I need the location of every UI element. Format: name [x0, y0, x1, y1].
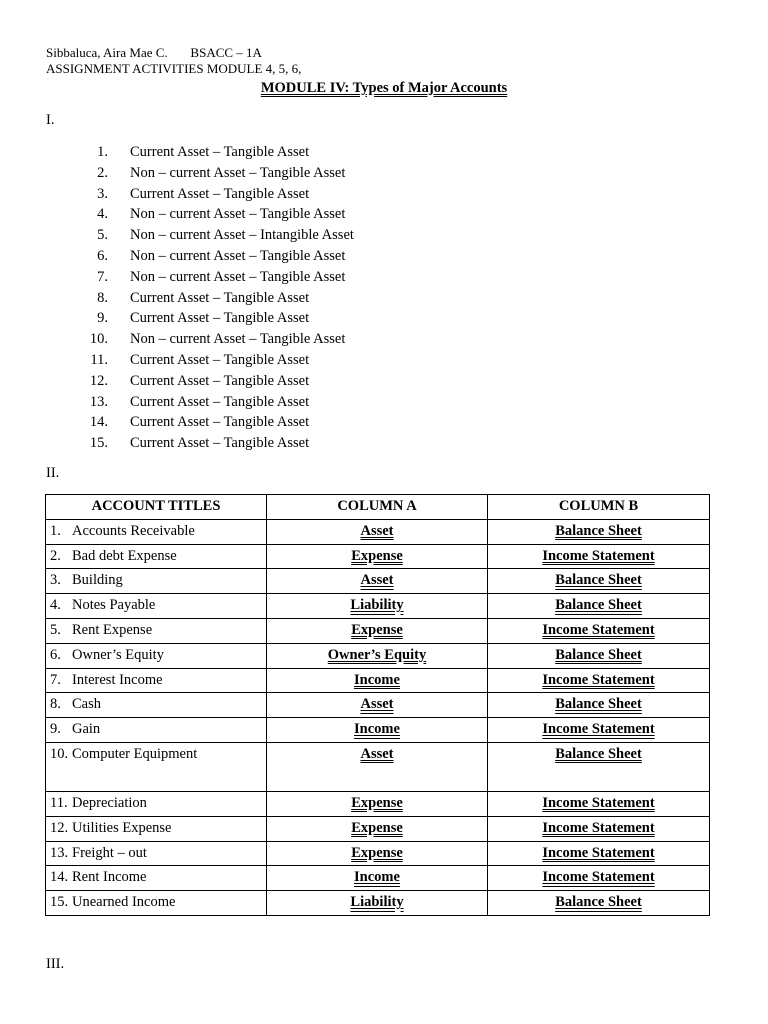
item-answer: Current Asset – Tangible Asset	[130, 185, 310, 202]
column-a-cell	[267, 866, 488, 891]
item-answer: Current Asset – Tangible Asset	[130, 351, 310, 368]
row-number: 4.	[50, 597, 61, 614]
account-title-cell	[46, 693, 267, 718]
item-answer: Non – current Asset – Tangible Asset	[130, 247, 346, 264]
account-type: Liability	[350, 597, 404, 614]
column-a-cell	[267, 693, 488, 718]
row-number: 12.	[50, 819, 69, 836]
item-answer: Non – current Asset – Tangible Asset	[130, 164, 346, 181]
financial-statement: Income Statement	[542, 819, 655, 836]
table-row	[46, 544, 710, 569]
item-number: 13.	[89, 393, 108, 410]
account-title-cell	[46, 718, 267, 743]
accounts-table	[45, 494, 710, 916]
table-row	[46, 891, 710, 916]
account-type: Owner’s Equity	[327, 646, 427, 663]
item-answer: Current Asset – Tangible Asset	[130, 435, 310, 452]
financial-statement: Income Statement	[542, 869, 655, 886]
table-row	[46, 693, 710, 718]
column-b-cell	[488, 891, 710, 916]
account-type: Income	[354, 869, 400, 886]
account-title: Unearned Income	[72, 894, 176, 911]
row-number: 7.	[50, 671, 61, 688]
column-b-cell	[488, 816, 710, 841]
column-a-cell	[267, 718, 488, 743]
financial-statement: Income Statement	[542, 794, 655, 811]
item-number: 15.	[89, 435, 108, 452]
column-a-cell	[267, 742, 488, 791]
column-b-cell	[488, 519, 710, 544]
column-b-cell	[488, 693, 710, 718]
financial-statement: Income Statement	[542, 844, 655, 861]
table-row	[46, 816, 710, 841]
account-title-cell	[46, 816, 267, 841]
column-b-cell	[488, 569, 710, 594]
row-number: 10.	[50, 745, 69, 762]
account-type: Expense	[351, 547, 403, 564]
column-header-column-a: COLUMN A	[267, 495, 488, 520]
table-row	[46, 718, 710, 743]
table-row	[46, 841, 710, 866]
account-title: Freight – out	[72, 844, 147, 861]
row-number: 1.	[50, 522, 61, 539]
row-number: 14.	[50, 869, 69, 886]
column-a-cell	[267, 791, 488, 816]
item-number: 2.	[97, 164, 108, 181]
financial-statement: Income Statement	[542, 547, 655, 564]
account-title: Cash	[72, 696, 101, 713]
column-a-cell	[267, 891, 488, 916]
account-title-cell	[46, 618, 267, 643]
column-a-cell	[267, 643, 488, 668]
account-title: Building	[72, 572, 123, 589]
account-title-cell	[46, 841, 267, 866]
item-number: 1.	[97, 144, 108, 160]
account-title-cell	[46, 569, 267, 594]
column-a-cell	[267, 668, 488, 693]
column-a-cell	[267, 569, 488, 594]
item-number: 10.	[89, 331, 108, 348]
item-answer: Non – current Asset – Tangible Asset	[130, 268, 346, 285]
item-number: 5.	[97, 227, 108, 244]
table-row	[46, 791, 710, 816]
row-number: 5.	[50, 621, 61, 638]
account-title: Interest Income	[72, 671, 163, 688]
column-b-cell	[488, 594, 710, 619]
financial-statement: Balance Sheet	[555, 696, 642, 713]
financial-statement: Balance Sheet	[555, 522, 642, 539]
student-info-line: Sibbaluca, Aira Mae C. BSACC – 1A	[46, 45, 262, 60]
account-type: Asset	[360, 696, 394, 713]
column-header-column-b: COLUMN B	[488, 495, 710, 520]
module-title: MODULE IV: Types of Major Accounts	[260, 80, 508, 96]
item-number: 3.	[97, 185, 108, 202]
assignment-line: ASSIGNMENT ACTIVITIES MODULE 4, 5, 6,	[46, 61, 302, 76]
item-answer: Current Asset – Tangible Asset	[130, 310, 310, 327]
column-b-cell	[488, 544, 710, 569]
account-type: Expense	[351, 819, 403, 836]
item-number: 11.	[90, 351, 108, 368]
item-answer: Current Asset – Tangible Asset	[130, 372, 310, 389]
column-b-cell	[488, 668, 710, 693]
financial-statement: Balance Sheet	[555, 597, 642, 614]
account-title: Notes Payable	[72, 597, 156, 614]
item-answer: Current Asset – Tangible Asset	[130, 414, 310, 431]
account-title-cell	[46, 791, 267, 816]
financial-statement: Balance Sheet	[555, 572, 642, 589]
column-b-cell	[488, 742, 710, 791]
column-b-cell	[488, 866, 710, 891]
financial-statement: Income Statement	[542, 671, 655, 688]
table-row	[46, 569, 710, 594]
row-number: 8.	[50, 696, 61, 713]
column-b-cell	[488, 841, 710, 866]
account-title-cell	[46, 891, 267, 916]
column-a-cell	[267, 841, 488, 866]
account-type: Asset	[360, 522, 394, 539]
table-row	[46, 866, 710, 891]
column-a-cell	[267, 594, 488, 619]
section-label-part3: III.	[46, 956, 65, 972]
financial-statement: Balance Sheet	[555, 646, 642, 663]
section-label-part2: II.	[46, 465, 60, 481]
account-title: Rent Expense	[72, 621, 153, 638]
column-b-cell	[488, 643, 710, 668]
account-type: Income	[354, 671, 400, 688]
table-row	[46, 668, 710, 693]
account-title-cell	[46, 594, 267, 619]
column-b-cell	[488, 791, 710, 816]
item-answer: Non – current Asset – Tangible Asset	[130, 331, 346, 348]
item-answer: Current Asset – Tangible Asset	[130, 289, 310, 306]
account-title: Computer Equipment	[72, 745, 198, 762]
item-answer: Non – current Asset – Intangible Asset	[130, 227, 354, 244]
table-header-row	[46, 495, 710, 520]
item-number: 6.	[97, 247, 108, 264]
account-title: Accounts Receivable	[72, 522, 195, 539]
account-title-cell	[46, 544, 267, 569]
item-answer: Current Asset – Tangible Asset	[130, 144, 310, 160]
row-number: 6.	[50, 646, 61, 663]
account-title-cell	[46, 643, 267, 668]
row-number: 11.	[50, 794, 68, 811]
account-title: Bad debt Expense	[72, 547, 177, 564]
section-label-part1: I.	[46, 112, 55, 128]
account-title-cell	[46, 668, 267, 693]
item-answer: Current Asset – Tangible Asset	[130, 393, 310, 410]
item-number: 4.	[97, 206, 108, 223]
account-type: Liability	[350, 894, 404, 911]
account-type: Expense	[351, 794, 403, 811]
row-number: 2.	[50, 547, 61, 564]
table-row	[46, 519, 710, 544]
item-number: 12.	[89, 372, 108, 389]
column-a-cell	[267, 618, 488, 643]
item-number: 9.	[97, 310, 108, 327]
item-number: 7.	[97, 268, 108, 285]
account-type: Expense	[351, 844, 403, 861]
row-number: 13.	[50, 844, 69, 861]
financial-statement: Income Statement	[542, 621, 655, 638]
table-row	[46, 742, 710, 791]
column-a-cell	[267, 519, 488, 544]
row-number: 9.	[50, 721, 61, 738]
financial-statement: Balance Sheet	[555, 894, 642, 911]
account-type: Asset	[360, 572, 394, 589]
account-title-cell	[46, 519, 267, 544]
item-number: 8.	[97, 289, 108, 306]
column-b-cell	[488, 718, 710, 743]
account-title: Owner’s Equity	[72, 646, 164, 663]
financial-statement: Income Statement	[542, 721, 655, 738]
table-row	[46, 594, 710, 619]
row-number: 15.	[50, 894, 69, 911]
financial-statement: Balance Sheet	[555, 745, 642, 762]
account-title: Depreciation	[72, 794, 147, 811]
account-type: Expense	[351, 621, 403, 638]
account-type: Asset	[360, 745, 394, 762]
account-title: Gain	[72, 721, 101, 738]
item-number: 14.	[89, 414, 108, 431]
account-type: Income	[354, 721, 400, 738]
row-number: 3.	[50, 572, 61, 589]
account-title-cell	[46, 742, 267, 791]
item-answer: Non – current Asset – Tangible Asset	[130, 206, 346, 223]
table-row	[46, 618, 710, 643]
account-title: Utilities Expense	[72, 819, 172, 836]
account-title: Rent Income	[72, 869, 147, 886]
column-a-cell	[267, 816, 488, 841]
column-b-cell	[488, 618, 710, 643]
account-title-cell	[46, 866, 267, 891]
column-a-cell	[267, 544, 488, 569]
table-row	[46, 643, 710, 668]
column-header-account-titles: ACCOUNT TITLES	[46, 495, 267, 520]
